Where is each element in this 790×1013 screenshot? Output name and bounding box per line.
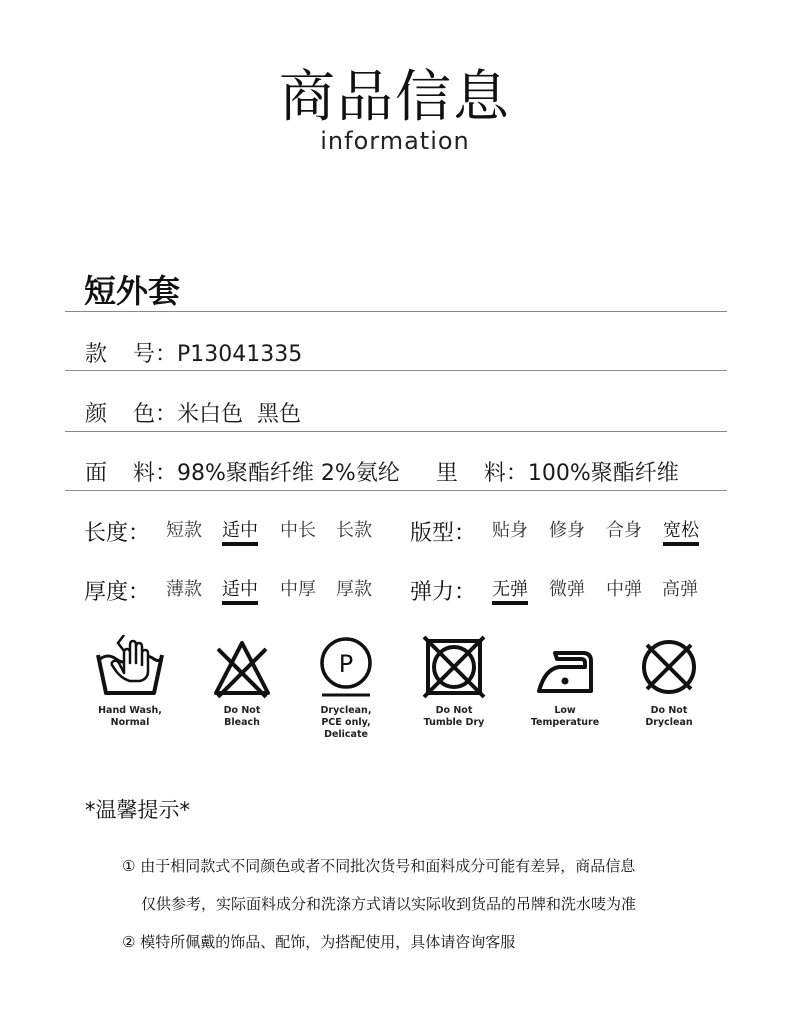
dryclean-p-icon xyxy=(316,635,376,699)
care-label: Delicate xyxy=(324,729,368,740)
fabric-value: 98%聚酯纤维 2%氨纶 xyxy=(177,461,400,486)
fabric-label-b: 料： xyxy=(133,461,178,486)
svg-text:P: P xyxy=(338,650,354,678)
thickness-option-selected: 适中 xyxy=(222,575,258,601)
color-row xyxy=(85,397,301,428)
care-iron-low xyxy=(510,635,620,729)
thickness-option: 中厚 xyxy=(280,579,316,600)
care-label: PCE only, xyxy=(321,717,371,728)
iron-low-icon xyxy=(533,635,597,699)
divider xyxy=(65,370,727,371)
care-label: Temperature xyxy=(530,717,600,728)
length-label: 长度： xyxy=(84,521,151,546)
care-label: Normal xyxy=(110,717,150,728)
elasticity-label: 弹力： xyxy=(410,580,477,605)
fit-option: 贴身 xyxy=(492,520,528,541)
fabric-label-a: 面 xyxy=(85,461,108,486)
style-number-row xyxy=(85,337,302,368)
thickness-option: 厚款 xyxy=(336,579,372,600)
care-label: Dryclean xyxy=(645,717,693,728)
divider xyxy=(65,431,727,432)
lining-value: 100%聚酯纤维 xyxy=(527,461,679,486)
style-number-label-a: 款 xyxy=(85,342,108,367)
elasticity-option: 高弹 xyxy=(662,579,698,600)
lining-label-b: 料： xyxy=(483,461,528,486)
product-name: 短外套 xyxy=(84,272,181,310)
care-label: Dryclean, xyxy=(320,705,372,716)
page-subtitle: information xyxy=(320,127,470,155)
fit-option: 合身 xyxy=(606,520,642,541)
divider xyxy=(65,311,727,312)
color-value: 米白色 黑色 xyxy=(177,402,302,427)
care-do-not-bleach xyxy=(187,635,297,729)
tips-title: *温馨提示* xyxy=(85,798,190,822)
care-label: Do Not xyxy=(650,705,688,716)
color-label-a: 颜 xyxy=(85,402,108,427)
care-label: Do Not xyxy=(435,705,473,716)
divider xyxy=(65,490,727,491)
fit-label: 版型： xyxy=(410,521,477,546)
length-option: 中长 xyxy=(280,520,316,541)
length-option-selected: 适中 xyxy=(222,516,258,542)
color-label-b: 色： xyxy=(133,402,178,427)
care-label: Tumble Dry xyxy=(423,717,485,728)
fit-option-selected: 宽松 xyxy=(663,516,699,542)
care-label: Hand Wash, xyxy=(98,705,162,716)
thickness-option: 薄款 xyxy=(166,579,202,600)
tips-note-1-line-2: 仅供参考，实际面料成分和洗涤方式请以实际收到货品的吊牌和洗水唛为准 xyxy=(141,895,637,913)
thickness-label: 厚度： xyxy=(84,580,151,605)
style-number-label-b: 号： xyxy=(133,342,178,367)
hand-wash-icon xyxy=(94,635,166,699)
care-label: Do Not xyxy=(223,705,261,716)
tips-note-2: ② 模特所佩戴的饰品、配饰，为搭配使用，具体请咨询客服 xyxy=(122,933,516,951)
elasticity-option: 中弹 xyxy=(606,579,642,600)
elasticity-option: 微弹 xyxy=(549,579,585,600)
length-option: 长款 xyxy=(336,520,372,541)
fabric-row xyxy=(85,456,679,487)
care-label: Bleach xyxy=(224,717,260,728)
care-do-not-tumble-dry xyxy=(399,635,509,729)
do-not-tumble-dry-icon xyxy=(422,635,486,699)
care-hand-wash xyxy=(75,635,185,729)
length-option: 短款 xyxy=(166,520,202,541)
care-label: Low xyxy=(554,705,576,716)
do-not-dryclean-icon xyxy=(637,635,701,699)
care-dryclean-pce xyxy=(291,635,401,741)
page-title: 商品信息 xyxy=(279,65,511,130)
fit-option: 修身 xyxy=(549,520,585,541)
care-do-not-dryclean xyxy=(614,635,724,729)
style-number-value: P13041335 xyxy=(177,342,303,367)
tips-note-1-line-1: ① 由于相同款式不同颜色或者不同批次货号和面料成分可能有差异，商品信息 xyxy=(122,857,636,875)
lining-label-a: 里 xyxy=(435,461,458,486)
elasticity-option-selected: 无弹 xyxy=(492,575,528,601)
do-not-bleach-icon xyxy=(212,635,272,699)
